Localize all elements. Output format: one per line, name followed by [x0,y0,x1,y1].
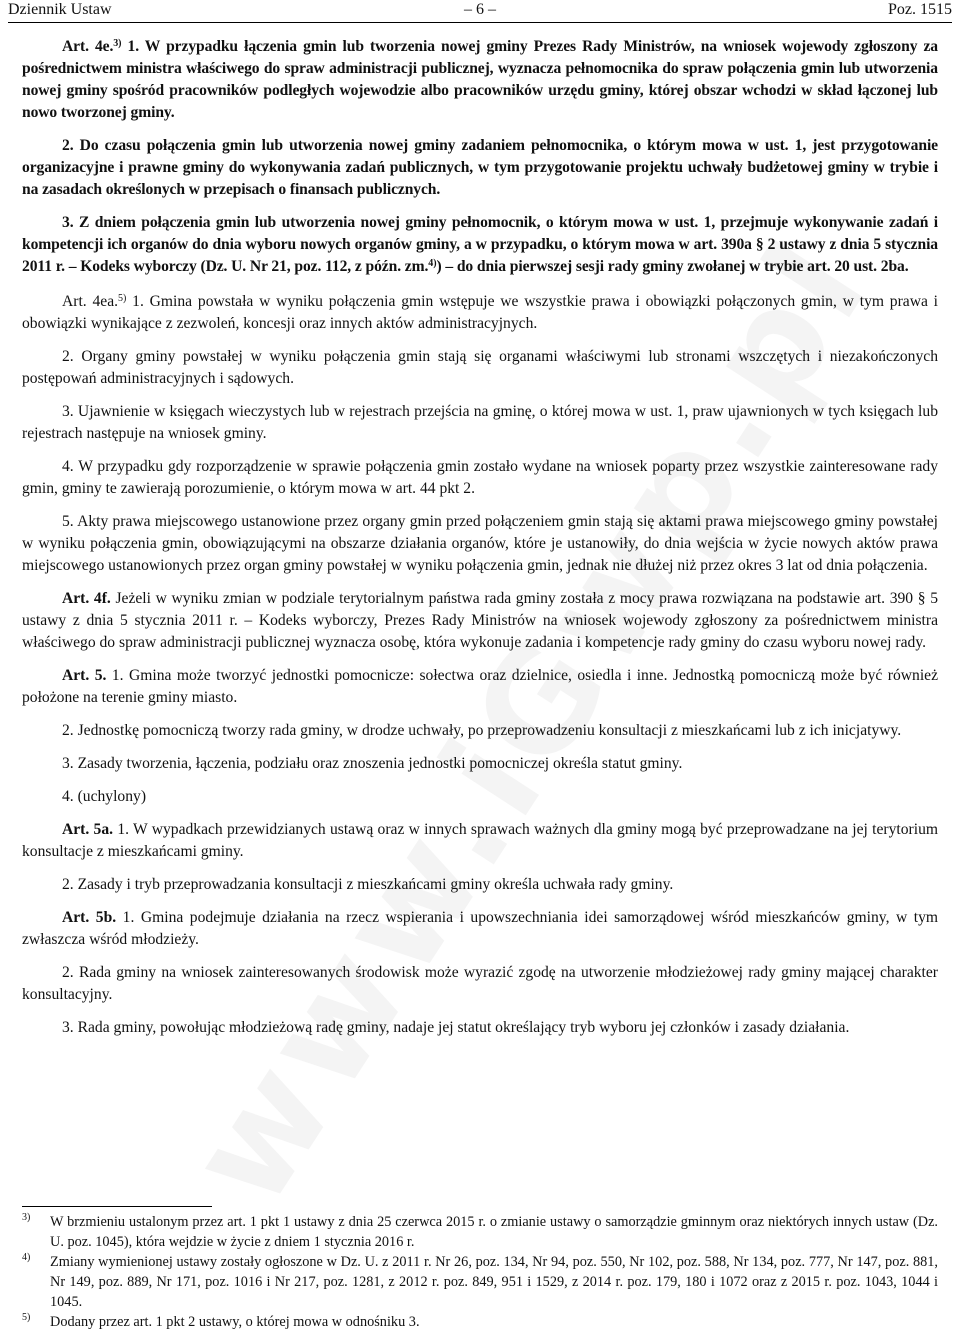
article-heading: Art. 4ea. [62,293,119,310]
art-5a-ust-2: 2. Zasady i tryb przeprowadzania konsultacji z mieszkańcami gminy określa uchwała rady gminy. [62,876,674,893]
footnote-ref: 3) [113,38,122,49]
art-4f [22,588,938,654]
art-4e-ust-2: 2. Do czasu połączenia gmin lub utworzenia nowej gminy zadaniem pełnomocnika, o którym mowa w ust. 1, jest przygotowanie organizacyjne i prawne gminy do wykonywania zadań publicznych, w tym przygotowanie projektu uchwały budżetowej gminy w trybie i na zasadach określonych w przepisach o finansach publicznych. [22,137,938,198]
page-header [8,0,952,23]
paragraph-text: 1. W przypadku łączenia gmin lub tworzenia nowej gminy Prezes Rady Ministrów, na wniosek wojewody zgłoszony za pośrednictwem ministra właściwego do spraw administracji publicznej, wyznacza pełnomocnika do spraw połączenia gmin lub utworzenia nowej gminy spośród pracowników podległych wojewodzie albo pracowników urzędu gminy, której obszar wchodzi w skład łączonej lub nowo tworzonej gminy. [22,38,938,121]
footnote-text: W brzmieniu ustalonym przez art. 1 pkt 1 ustawy z dnia 25 czerwca 2015 r. o zmianie ustawy o samorządzie gminnym oraz niektórych innych ustaw (Dz. U. poz. 1045), która wejdzie w życie z dniem 1 stycznia 2016 r. [50,1214,938,1250]
footnote-ref: 4) [428,258,437,269]
position-number: Poz. 1515 [888,1,952,18]
paragraph-text: 1. W wypadkach przewidzianych ustawą oraz w innych sprawach ważnych dla gminy mogą być przeprowadzane na jej terytorium konsultacje z mieszkańcami gminy. [22,821,938,860]
footnote-number: 4) [22,1252,31,1263]
footnote-text: Zmiany wymienionej ustawy zostały ogłoszone w Dz. U. z 2011 r. Nr 26, poz. 134, Nr 94, poz. 550, Nr 102, poz. 588, Nr 134, poz. 777, Nr 147, poz. 881, Nr 149, poz. 889, Nr 171, poz. 1016 i Nr 217, poz. 1281, z 2012 r. poz. 849, 951 i 1529, z 2014 r. poz. 179, 180 i 1072 oraz z 2015 r. poz. 1043, 1044 i 1045. [50,1254,938,1310]
art-5b-ust-2: 2. Rada gminy na wniosek zainteresowanych środowisk może wyrazić zgodę na utworzenie młodzieżowej rady gminy mającej charakter konsultacyjny. [22,964,938,1003]
art-4ea-ust-3: 3. Ujawnienie w księgach wieczystych lub w rejestrach przejścia na gminę, o której mowa w ust. 1, praw ujawnionych w tych księgach lub rejestrach następuje na wniosek gminy. [22,403,938,442]
footnote-3 [22,1212,938,1252]
footnote-text: Dodany przez art. 1 pkt 2 ustawy, o której mowa w odnośniku 3. [50,1314,420,1330]
art-5b-ust-3: 3. Rada gminy, powołując młodzieżową radę gminy, nadaje jej statut określający tryb wyboru jej członków i zasady działania. [62,1019,850,1036]
article-heading: Art. 5b. [62,909,117,926]
paragraph-text: Jeżeli w wyniku zmian w podziale terytorialnym państwa rada gminy została z mocy prawa rozwiązana na podstawie art. 390 § 5 ustawy z dnia 5 stycznia 2011 r. – Kodeks wyborczy, Prezes Rady Ministrów na wniosek wojewody zgłoszony za pośrednictwem ministra właściwego do spraw administracji publicznej wyznacza osobę, która wykonuje zadania i kompetencje rady gminy do czasu wyboru nowej rady. [22,590,938,651]
paragraph-text: 1. Gmina powstała w wyniku połączenia gmin wstępuje we wszystkie prawa i obowiązki połączonych gmin, w tym prawa i obowiązki wynikające z zezwoleń, koncesji oraz innych aktów administracyjnych. [22,293,939,332]
document-body [22,36,938,1050]
art-5a-ust-1 [22,819,938,863]
art-4ea-ust-1 [22,291,938,335]
art-4e-ust-1 [22,36,938,124]
art-4ea-ust-2: 2. Organy gminy powstałej w wyniku połączenia gmin stają się organami właściwymi lub stronami wszczętych i niezakończonych postępowań administracyjnych i sądowych. [22,348,938,387]
footnote-separator [22,1206,212,1207]
page-number: – 6 – [464,1,496,18]
footnote-ref: 5) [118,293,127,304]
footnotes [22,1212,938,1332]
footnote-number: 3) [22,1212,31,1223]
paragraph-text: 1. Gmina może tworzyć jednostki pomocnicze: sołectwa oraz dzielnice, osiedla i inne. Jednostką pomocniczą może być również położone na terenie gminy miasto. [22,667,938,706]
paragraph-tail: ) – do dnia pierwszej sesji rady gminy zwołanej w trybie art. 20 ust. 2ba. [436,258,909,275]
art-5-ust-3: 3. Zasady tworzenia, łączenia, podziału oraz znoszenia jednostki pomocniczej określa statut gminy. [62,755,683,772]
art-4ea-ust-5: 5. Akty prawa miejscowego ustanowione przez organy gmin przed połączeniem gmin stają się aktami prawa miejscowego gminy powstałej w wyniku połączenia gmin, obowiązującymi na obszarze działania organów, które je ustanowiły, do dnia wejścia w życie nowych aktów prawa miejscowego ustanowionych przez organ gminy powstałej w wyniku połączenia gmin, jednak nie dłużej niż przez okres 3 lat od dnia połączenia. [22,513,938,574]
art-5-ust-4: 4. (uchylony) [62,788,147,805]
art-5b-ust-1 [22,907,938,951]
art-4ea-ust-4: 4. W przypadku gdy rozporządzenie w sprawie połączenia gmin zostało wydane na wniosek poparty przez wszystkie zainteresowane rady gmin, gminy te zawierają porozumienie, o którym mowa w art. 44 pkt 2. [22,458,938,497]
art-5-ust-1 [22,665,938,709]
art-4e-ust-3 [22,212,938,278]
footnote-number: 5) [22,1312,31,1323]
article-heading: Art. 4f. [62,590,111,607]
article-heading: Art. 5a. [62,821,114,838]
footnote-5 [22,1312,938,1332]
article-heading: Art. 5. [62,667,107,684]
journal-title: Dziennik Ustaw [8,1,112,18]
paragraph-text: 1. Gmina podejmuje działania na rzecz wspierania i upowszechniania idei samorządowej wśród mieszkańców gminy, w tym zwłaszcza wśród młodzieży. [22,909,938,948]
footnote-4 [22,1252,938,1312]
article-heading: Art. 4e. [62,38,114,55]
paragraph-text: 3. Z dniem połączenia gmin lub utworzenia nowej gminy pełnomocnik, o którym mowa w ust. 1, przejmuje wykonywanie zadań i kompetencji ich organów do dnia wyboru nowych organów gminy, a w przypadku, o którym mowa w art. 390a § 2 ustawy z dnia 5 stycznia 2011 r. – Kodeks wyborczy (Dz. U. Nr 21, poz. 112, z późn. zm. [22,214,938,275]
art-5-ust-2: 2. Jednostkę pomocniczą tworzy rada gminy, w drodze uchwały, po przeprowadzeniu konsultacji z mieszkańcami lub z ich inicjatywy. [62,722,902,739]
